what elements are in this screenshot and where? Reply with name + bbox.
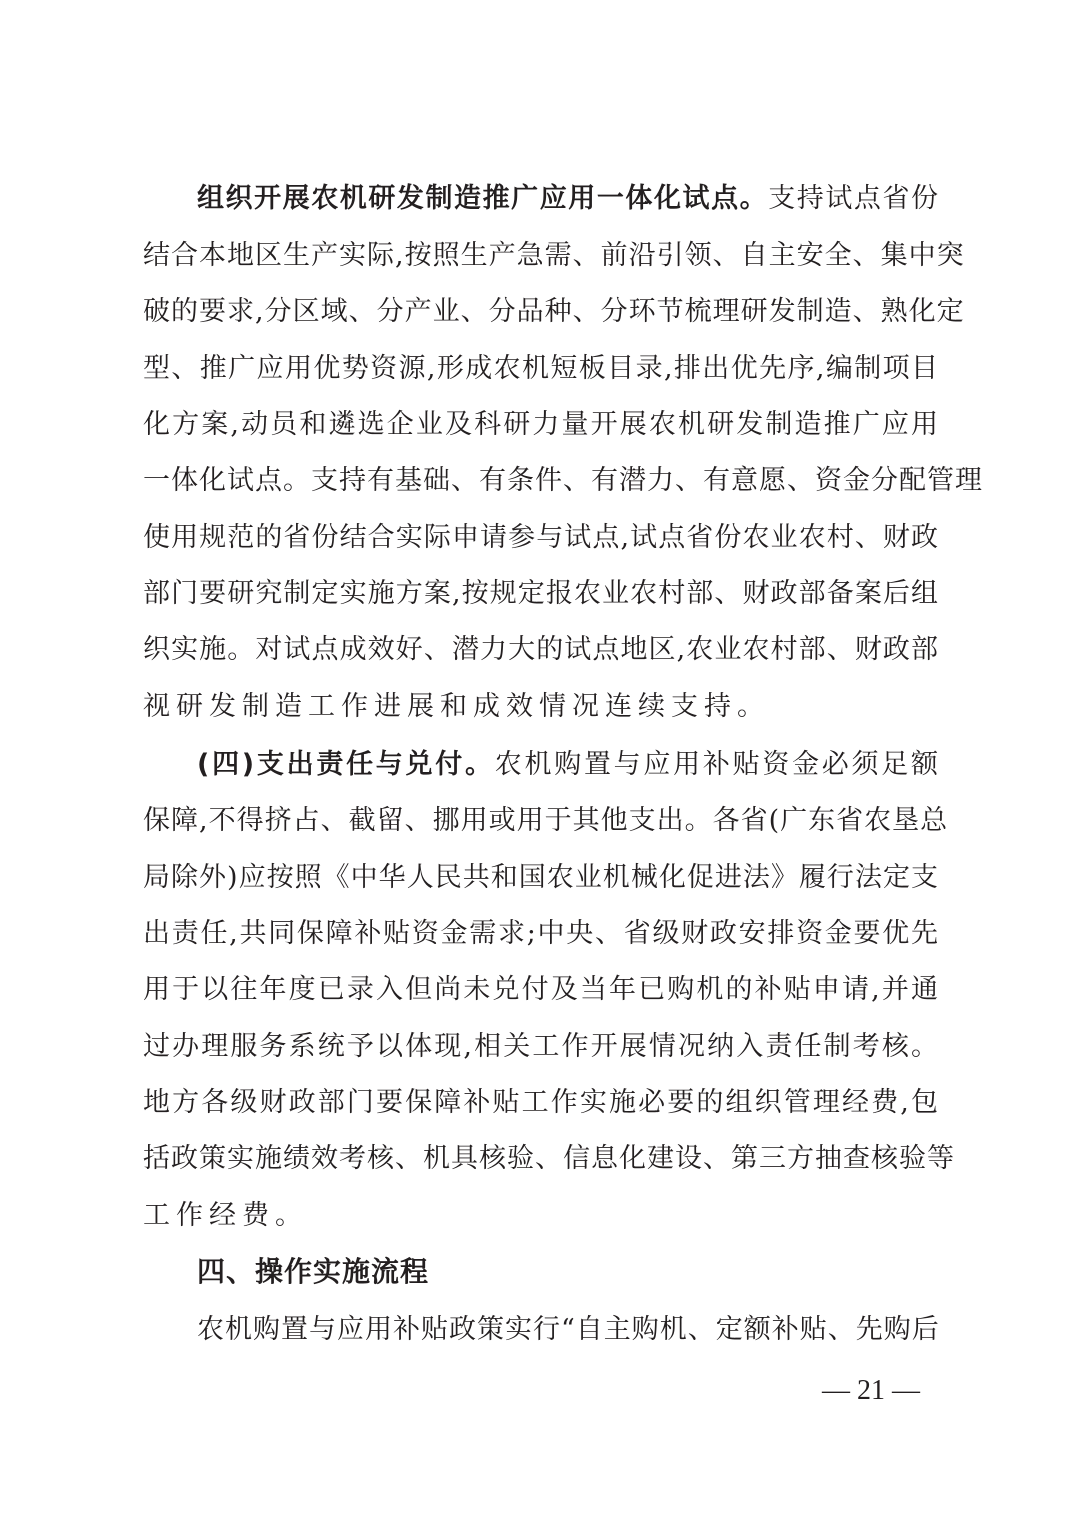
- paragraph-line: 破的要求,分区域、分产业、分品种、分环节梳理研发制造、熟化定: [143, 296, 965, 327]
- paragraph-line: (四)支出责任与兑付。农机购置与应用补贴资金必须足额: [197, 749, 940, 780]
- paragraph-line: 用于以往年度已录入但尚未兑付及当年已购机的补贴申请,并通: [143, 974, 939, 1005]
- paragraph-line: 化方案,动员和遴选企业及科研力量开展农机研发制造推广应用: [143, 409, 939, 440]
- paragraph-line: 农机购置与应用补贴政策实行“自主购机、定额补贴、先购后: [197, 1314, 940, 1345]
- paragraph-line: 视研发制造工作进展和成效情况连续支持。: [143, 691, 770, 722]
- paragraph-line: 组织开展农机研发制造推广应用一体化试点。支持试点省份: [197, 183, 940, 214]
- paragraph-line: 一体化试点。支持有基础、有条件、有潜力、有意愿、资金分配管理: [143, 465, 983, 496]
- page-number: — 21 —: [822, 1375, 920, 1406]
- paragraph-line: 结合本地区生产实际,按照生产急需、前沿引领、自主安全、集中突: [143, 240, 965, 271]
- paragraph-line: 部门要研究制定实施方案,按规定报农业农村部、财政部备案后组: [143, 578, 939, 609]
- paragraph-line: 地方各级财政部门要保障补贴工作实施必要的组织管理经费,包: [143, 1087, 939, 1118]
- paragraph-line: 保障,不得挤占、截留、挪用或用于其他支出。各省(广东省农垦总: [143, 805, 949, 836]
- paragraph-line: 括政策实施绩效考核、机具核验、信息化建设、第三方抽查核验等: [143, 1143, 955, 1174]
- paragraph-line: 局除外)应按照《中华人民共和国农业机械化促进法》履行法定支: [143, 862, 939, 893]
- paragraph-line: 过办理服务系统予以体现,相关工作开展情况纳入责任制考核。: [143, 1031, 939, 1062]
- paragraph-line: 型、推广应用优势资源,形成农机短板目录,排出优先序,编制项目: [143, 353, 939, 384]
- paragraph-line: 工作经费。: [143, 1200, 308, 1231]
- paragraph-line: 使用规范的省份结合实际申请参与试点,试点省份农业农村、财政: [143, 522, 939, 553]
- paragraph-lead: 组织开展农机研发制造推广应用一体化试点。: [197, 183, 769, 214]
- paragraph-lead: (四)支出责任与兑付。: [197, 749, 495, 780]
- paragraph-line: 织实施。对试点成效好、潜力大的试点地区,农业农村部、财政部: [143, 634, 939, 665]
- section-heading: 四、操作实施流程: [197, 1255, 430, 1288]
- paragraph-line: 出责任,共同保障补贴资金需求;中央、省级财政安排资金要优先: [143, 918, 939, 949]
